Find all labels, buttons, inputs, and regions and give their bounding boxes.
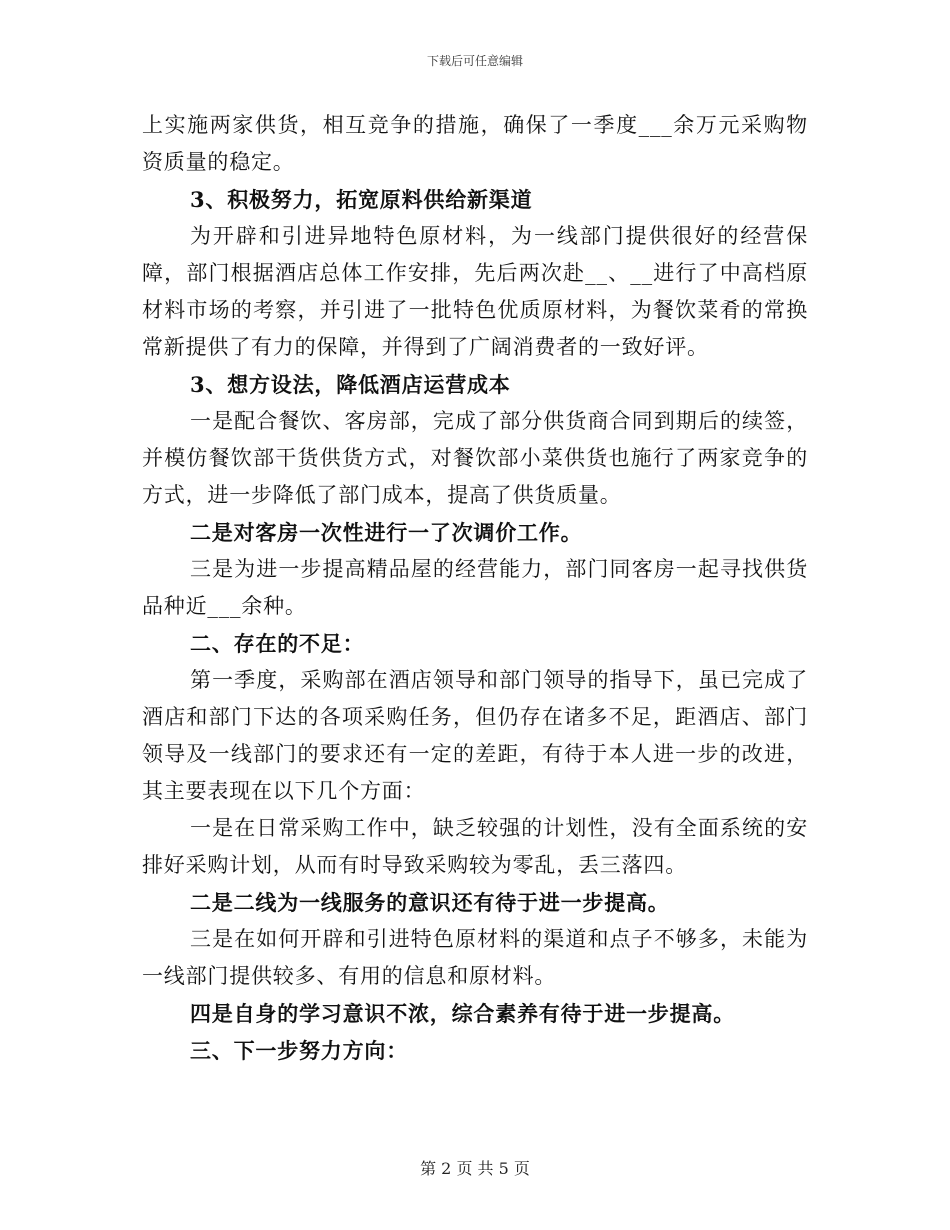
section-heading-shortcomings: 二、存在的不足： — [190, 631, 365, 656]
paragraph-8-bold: 二是二线为一线服务的意识还有待于进一步提高。 — [190, 890, 670, 915]
paragraph-6: 第一季度，采购部在酒店领导和部门领导的指导下，虽已完成了酒店和部门下达的各项采购任务，但仍存在诸多不足，距酒店、部门领导及一线部门的要求还有一定的差距，有待于本人进一步的改进，其主要表现在以下几个方面： — [142, 668, 808, 803]
paragraph-1: 上实施两家供货，相互竞争的措施，确保了一季度___余万元采购物资质量的稳定。 — [142, 113, 808, 174]
page-number: 第 2 页 共 5 页 — [420, 1159, 530, 1178]
section-heading-next-steps: 三、下一步努力方向： — [190, 1038, 408, 1063]
section-heading-reduce-costs: 3、想方设法，降低酒店运营成本 — [190, 372, 511, 397]
paragraph-10-bold: 四是自身的学习意识不浓，综合素养有待于进一步提高。 — [190, 1001, 735, 1026]
paragraph-7: 一是在日常采购工作中，缺乏较强的计划性，没有全面系统的安排好采购计划，从而有时导致采购较为零乱，丢三落四。 — [142, 816, 808, 877]
paragraph-3: 一是配合餐饮、客房部，完成了部分供货商合同到期后的续签，并模仿餐饮部干货供货方式，对餐饮部小菜供货也施行了两家竞争的方式，进一步降低了部门成本，提高了供货质量。 — [142, 409, 808, 507]
paragraph-2: 为开辟和引进异地特色原材料，为一线部门提供很好的经营保障，部门根据酒店总体工作安排，先后两次赴__、__进行了中高档原材料市场的考察，并引进了一批特色优质原材料，为餐饮菜肴的常换常新提供了有力的保障，并得到了广阔消费者的一致好评。 — [142, 224, 808, 359]
paragraph-9: 三是在如何开辟和引进特色原材料的渠道和点子不够多，未能为一线部门提供较多、有用的信息和原材料。 — [142, 927, 808, 988]
section-heading-expand-channels: 3、积极努力，拓宽原料供给新渠道 — [190, 187, 533, 212]
paragraph-5: 三是为进一步提高精品屋的经营能力，部门同客房一起寻找供货品种近___余种。 — [142, 557, 808, 618]
document-body — [142, 107, 808, 1069]
page-header-note: 下载后可任意编辑 — [426, 54, 523, 68]
paragraph-4-bold: 二是对客房一次性进行一了次调价工作。 — [190, 520, 583, 545]
